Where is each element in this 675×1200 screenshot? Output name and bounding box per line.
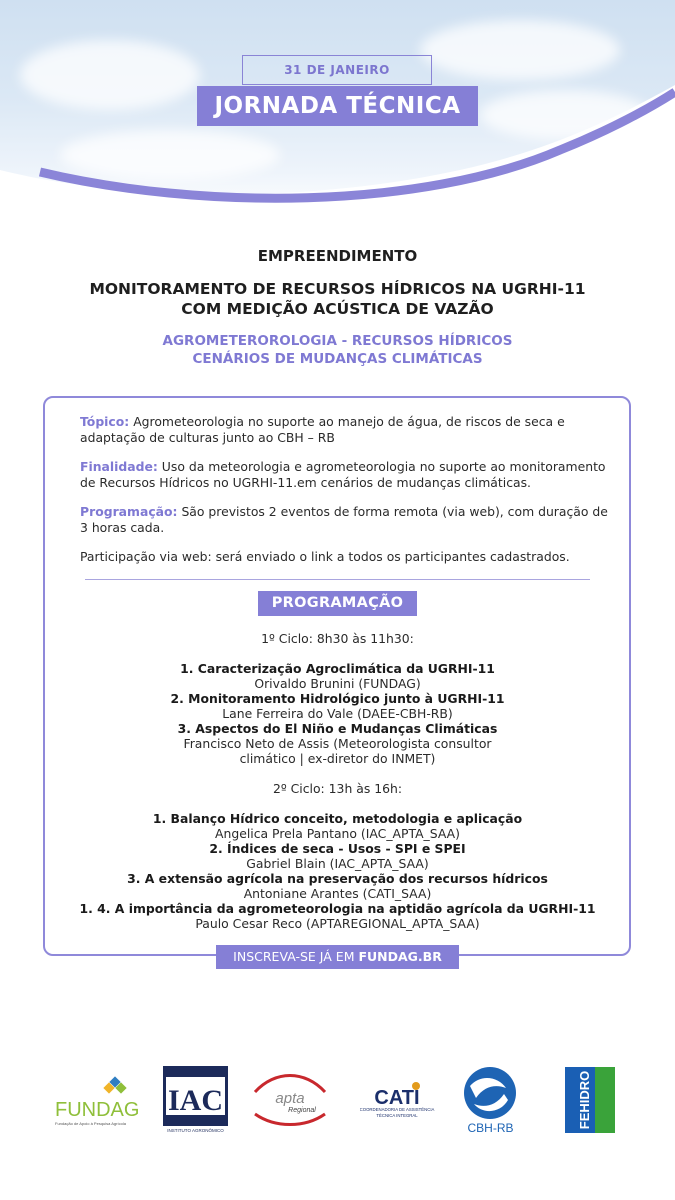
session-speaker: Francisco Neto de Assis (Meteorologista consultor: [183, 736, 492, 751]
svg-text:INSTITUTO AGRONÔMICO: INSTITUTO AGRONÔMICO: [167, 1128, 224, 1133]
session-speaker: Paulo Cesar Reco (APTAREGIONAL_APTA_SAA): [195, 916, 480, 931]
event-date: 31 DE JANEIRO: [242, 55, 432, 85]
svg-text:TÉCNICA INTEGRAL: TÉCNICA INTEGRAL: [376, 1113, 418, 1118]
event-title: JORNADA TÉCNICA: [197, 86, 478, 126]
register-link[interactable]: INSCREVA-SE JÁ EM FUNDAG.BR: [216, 945, 459, 969]
session-title: 2. Monitoramento Hidrológico junto à UGRHI-11: [170, 691, 505, 706]
svg-text:apta: apta: [275, 1090, 305, 1107]
fehidro-logo: [565, 1067, 615, 1133]
topic-paragraph: Tópico: Agrometeorologia no suporte ao manejo de água, de riscos de seca e adaptação de culturas junto ao CBH – RB: [80, 414, 565, 445]
session-speaker: Lane Ferreira do Vale (DAEE-CBH-RB): [222, 706, 453, 721]
svg-text:Regional: Regional: [288, 1107, 316, 1114]
session-speaker: Gabriel Blain (IAC_APTA_SAA): [246, 856, 429, 871]
cati-logo: [360, 1080, 435, 1120]
svg-text:IAC: IAC: [167, 1084, 224, 1117]
participation-paragraph: Participação via web: será enviado o link a todos os participantes cadastrados.: [80, 549, 570, 564]
svg-text:FUNDAG: FUNDAG: [55, 1099, 140, 1121]
session-speaker: Orivaldo Brunini (FUNDAG): [254, 676, 421, 691]
section-label: EMPREENDIMENTO: [257, 247, 418, 265]
svg-text:FEHIDRO: FEHIDRO: [577, 1070, 592, 1130]
iac-logo: [163, 1066, 228, 1134]
cbh-rb-logo: [458, 1066, 523, 1136]
session-title: 1. 4. A importância da agrometeorologia na aptidão agrícola da UGRHI-11: [79, 901, 596, 916]
session-title: 3. Aspectos do El Niño e Mudanças Climáticas: [177, 721, 498, 736]
project-title: MONITORAMENTO DE RECURSOS HÍDRICOS NA UGRHI-11 COM MEDIÇÃO ACÚSTICA DE VAZÃO: [89, 280, 586, 318]
purpose-paragraph: Finalidade: Uso da meteorologia e agrometeorologia no suporte ao monitoramento de Recursos Hídricos no UGRHI-11.em cenários de mudanças climáticas.: [80, 459, 606, 490]
project-subtitle: AGROMETEROROLOGIA - RECURSOS HÍDRICOS CENÁRIOS DE MUDANÇAS CLIMÁTICAS: [162, 333, 513, 367]
session-speaker: climático | ex-diretor do INMET): [239, 751, 436, 766]
cycle-1-label: 1º Ciclo: 8h30 às 11h30:: [261, 631, 414, 646]
apta-logo: [250, 1070, 330, 1126]
svg-text:CATI: CATI: [374, 1087, 420, 1109]
session-speaker: Angelica Prela Pantano (IAC_APTA_SAA): [215, 826, 460, 841]
svg-text:CBH-RB: CBH-RB: [467, 1121, 514, 1135]
svg-text:Fundação de Apoio à Pesquisa A: Fundação de Apoio à Pesquisa Agrícola: [55, 1121, 126, 1126]
divider: [85, 579, 590, 580]
session-speaker: Antoniane Arantes (CATI_SAA): [243, 886, 432, 901]
session-title: 1. Caracterização Agroclimática da UGRHI-11: [180, 661, 495, 676]
svg-text:COORDENADORIA DE ASSISTÊNCIA: COORDENADORIA DE ASSISTÊNCIA: [360, 1107, 435, 1112]
session-title: 1. Balanço Hídrico conceito, metodologia e aplicação: [152, 811, 523, 826]
program-heading: PROGRAMAÇÃO: [258, 591, 417, 616]
fundag-logo: [55, 1076, 140, 1128]
session-title: 3. A extensão agrícola na preservação dos recursos hídricos: [127, 871, 548, 886]
schedule-paragraph: Programação: São previstos 2 eventos de forma remota (via web), com duração de 3 horas cada.: [80, 504, 608, 535]
session-title: 2. Índices de seca - Usos - SPI e SPEI: [209, 841, 466, 856]
cycle-2-label: 2º Ciclo: 13h às 16h:: [272, 781, 403, 796]
